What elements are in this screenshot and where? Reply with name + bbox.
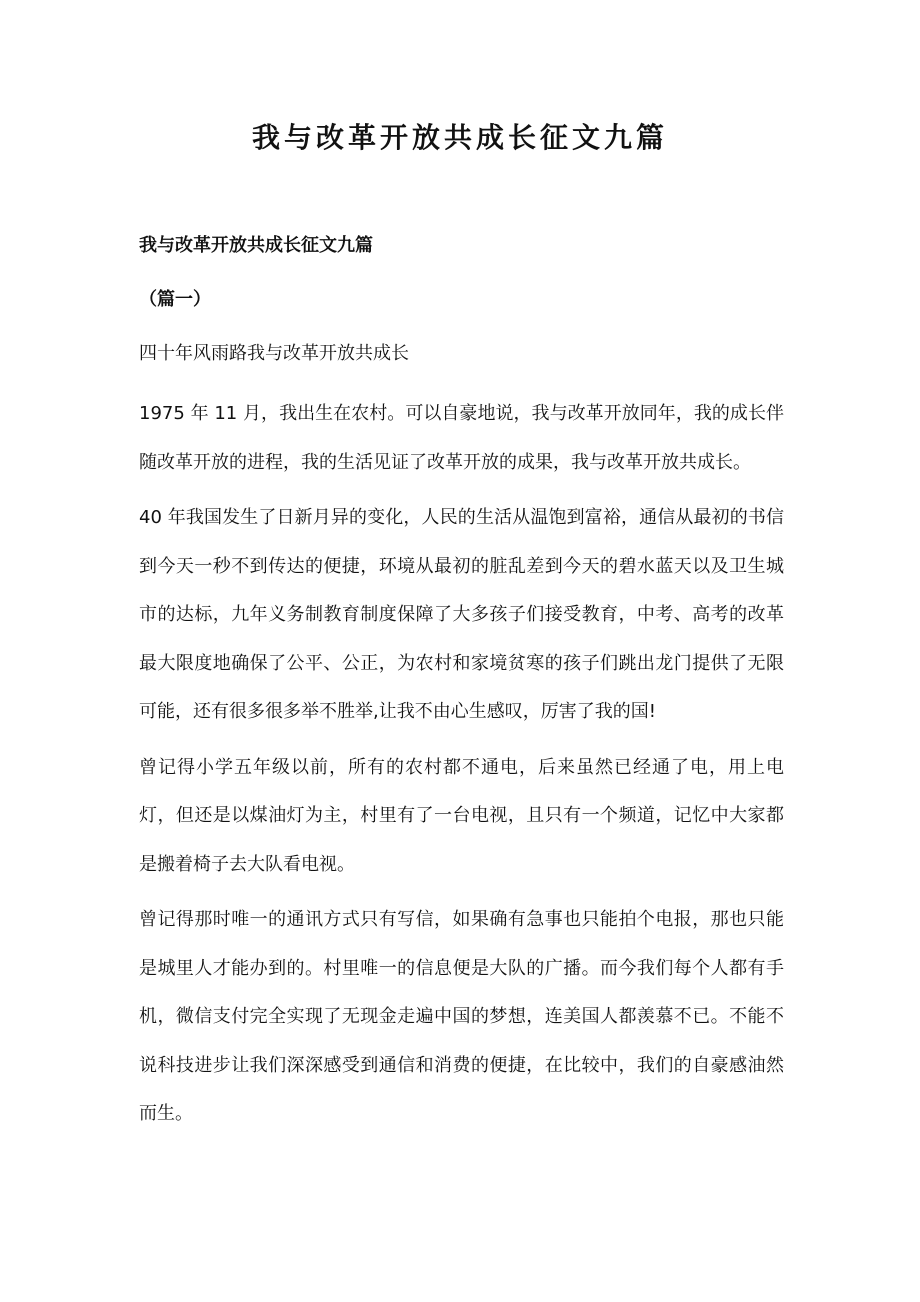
document-body bbox=[139, 228, 784, 1146]
paragraph: 曾记得那时唯一的通讯方式只有写信，如果确有急事也只能拍个电报，那也只能是城里人才能办到的。村里唯一的信息便是大队的广播。而今我们每个人都有手机，微信支付完全实现了无现金走遍中国的梦想，连美国人都羡慕不已。不能不说科技进步让我们深深感受到通信和消费的便捷，在比较中，我们的自豪感油然而生。 bbox=[139, 909, 784, 1124]
section-label: （篇一） bbox=[139, 289, 211, 310]
paragraph: 40 年我国发生了日新月异的变化，人民的生活从温饱到富裕，通信从最初的书信到今天一秒不到传达的便捷，环境从最初的脏乱差到今天的碧水蓝天以及卫生城市的达标，九年义务制教育制度保障了大多孩子们接受教育，中考、高考的改革最大限度地确保了公平、公正，为农村和家境贫寒的孩子们跳出龙门提供了无限可能，还有很多很多举不胜举,让我不由心生感叹，厉害了我的国! bbox=[139, 507, 784, 722]
document-subtitle: 我与改革开放共成长征文九篇 bbox=[139, 235, 373, 256]
paragraph: 1975 年 11 月，我出生在农村。可以自豪地说，我与改革开放同年，我的成长伴随改革开放的进程，我的生活见证了改革开放的成果，我与改革开放共成长。 bbox=[139, 403, 784, 473]
document-title: 我与改革开放共成长征文九篇 bbox=[251, 121, 668, 154]
paragraph: 曾记得小学五年级以前，所有的农村都不通电，后来虽然已经通了电，用上电灯，但还是以煤油灯为主，村里有了一台电视，且只有一个频道，记忆中大家都是搬着椅子去大队看电视。 bbox=[139, 756, 784, 875]
essay-title: 四十年风雨路我与改革开放共成长 bbox=[139, 343, 409, 364]
